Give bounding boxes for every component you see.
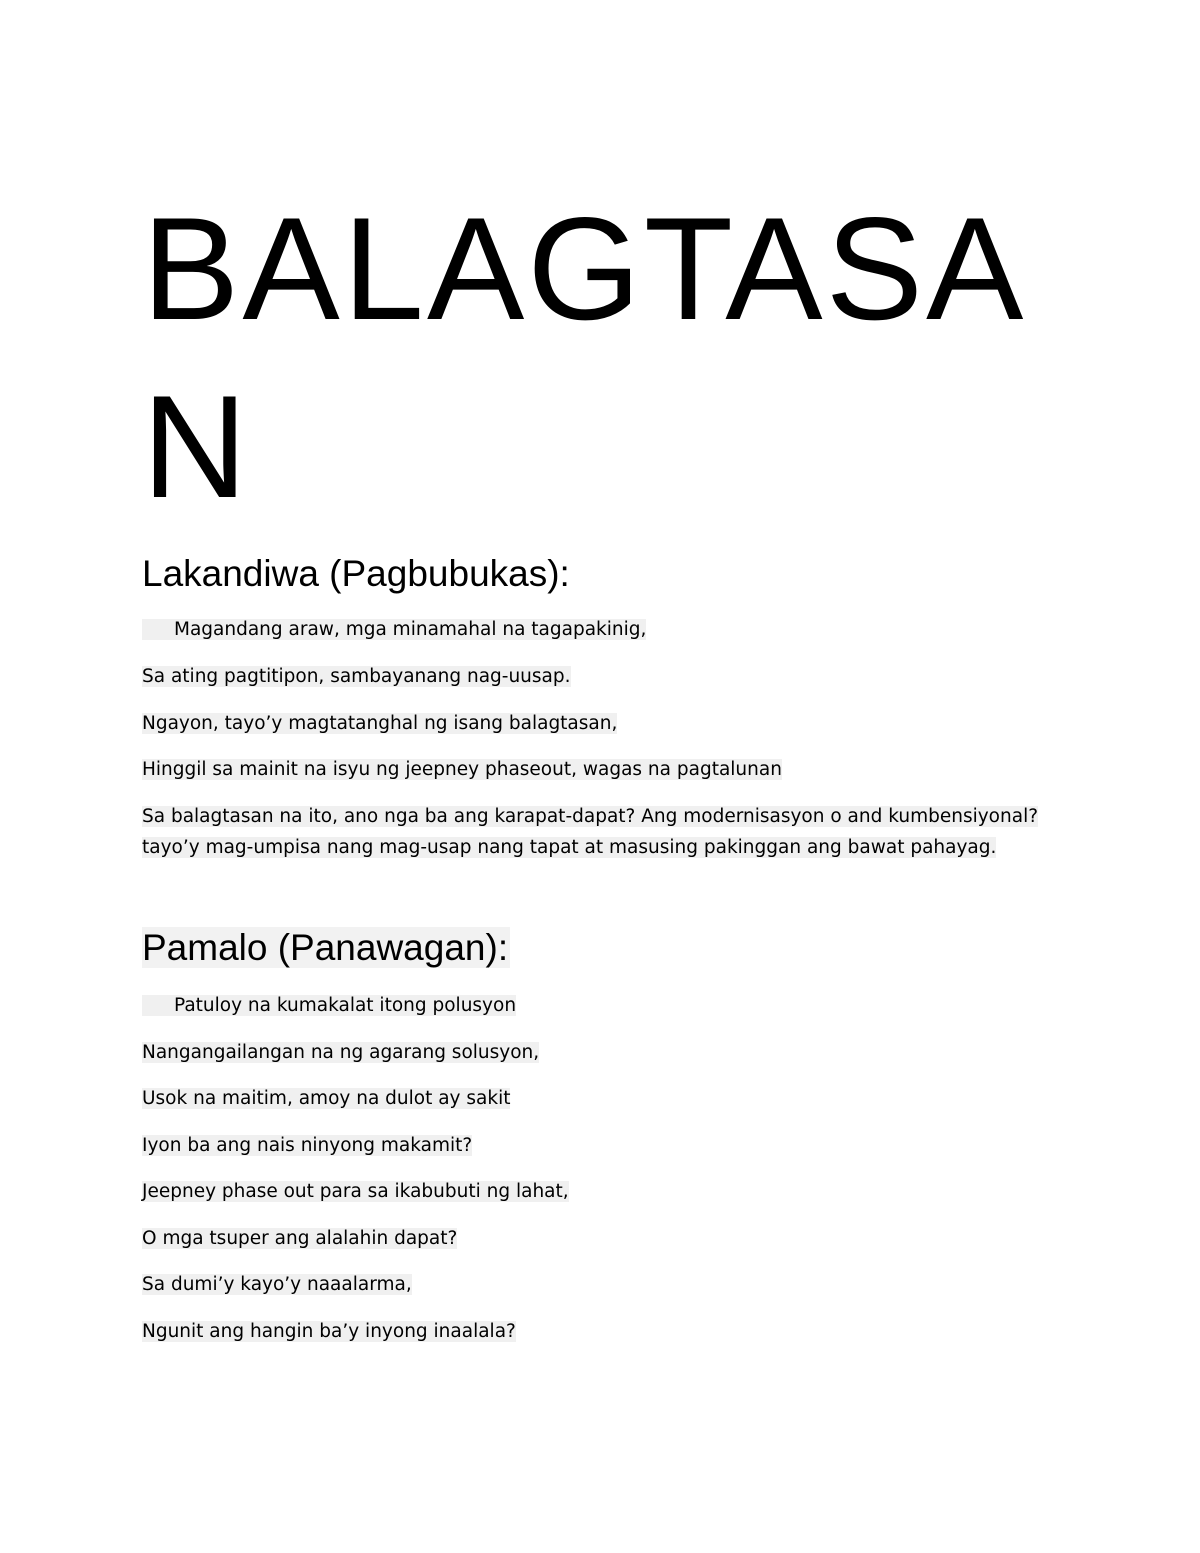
verse-line: Jeepney phase out para sa ikabubuti ng lahat, [142,1181,569,1202]
document-title: BALAGTASAN [142,187,1027,528]
section-heading-lakandiwa [142,552,570,596]
verse-line: Sa ating pagtitipon, sambayanang nag-uusap. [142,666,571,687]
section-heading-pamalo [142,926,510,970]
verse-line: Usok na maitim, amoy na dulot ay sakit [142,1088,511,1109]
verse-line: Sa dumi’y kayo’y naaalarma, [142,1274,412,1295]
section-heading-text: Lakandiwa (Pagbubukas): [142,553,570,594]
verse-line: Ngayon, tayo’y magtatanghal ng isang balagtasan, [142,713,618,734]
verse-line: Iyon ba ang nais ninyong makamit? [142,1135,473,1156]
verse-line: Hinggil sa mainit na isyu ng jeepney phaseout, wagas na pagtalunan [142,759,782,780]
verse-line: Magandang araw, mga minamahal na tagapakinig, [142,614,646,645]
section-heading-text: Pamalo (Panawagan): [142,927,509,968]
verse-line: Nangangailangan na ng agarang solusyon, [142,1042,540,1063]
verse-line: Ngunit ang hangin ba’y inyong inaalala? [142,1321,516,1342]
verse-paragraph: Sa balagtasan na ito, ano nga ba ang karapat-dapat? Ang modernisasyon o and kumbensiyonal? tayo’y mag-umpisa nang mag-usap nang tapat at masusing pakinggan ang bawat pahayag. [142,806,1039,858]
verse-line: O mga tsuper ang alalahin dapat? [142,1228,458,1249]
verse-line: Patuloy na kumakalat itong polusyon [142,990,516,1021]
